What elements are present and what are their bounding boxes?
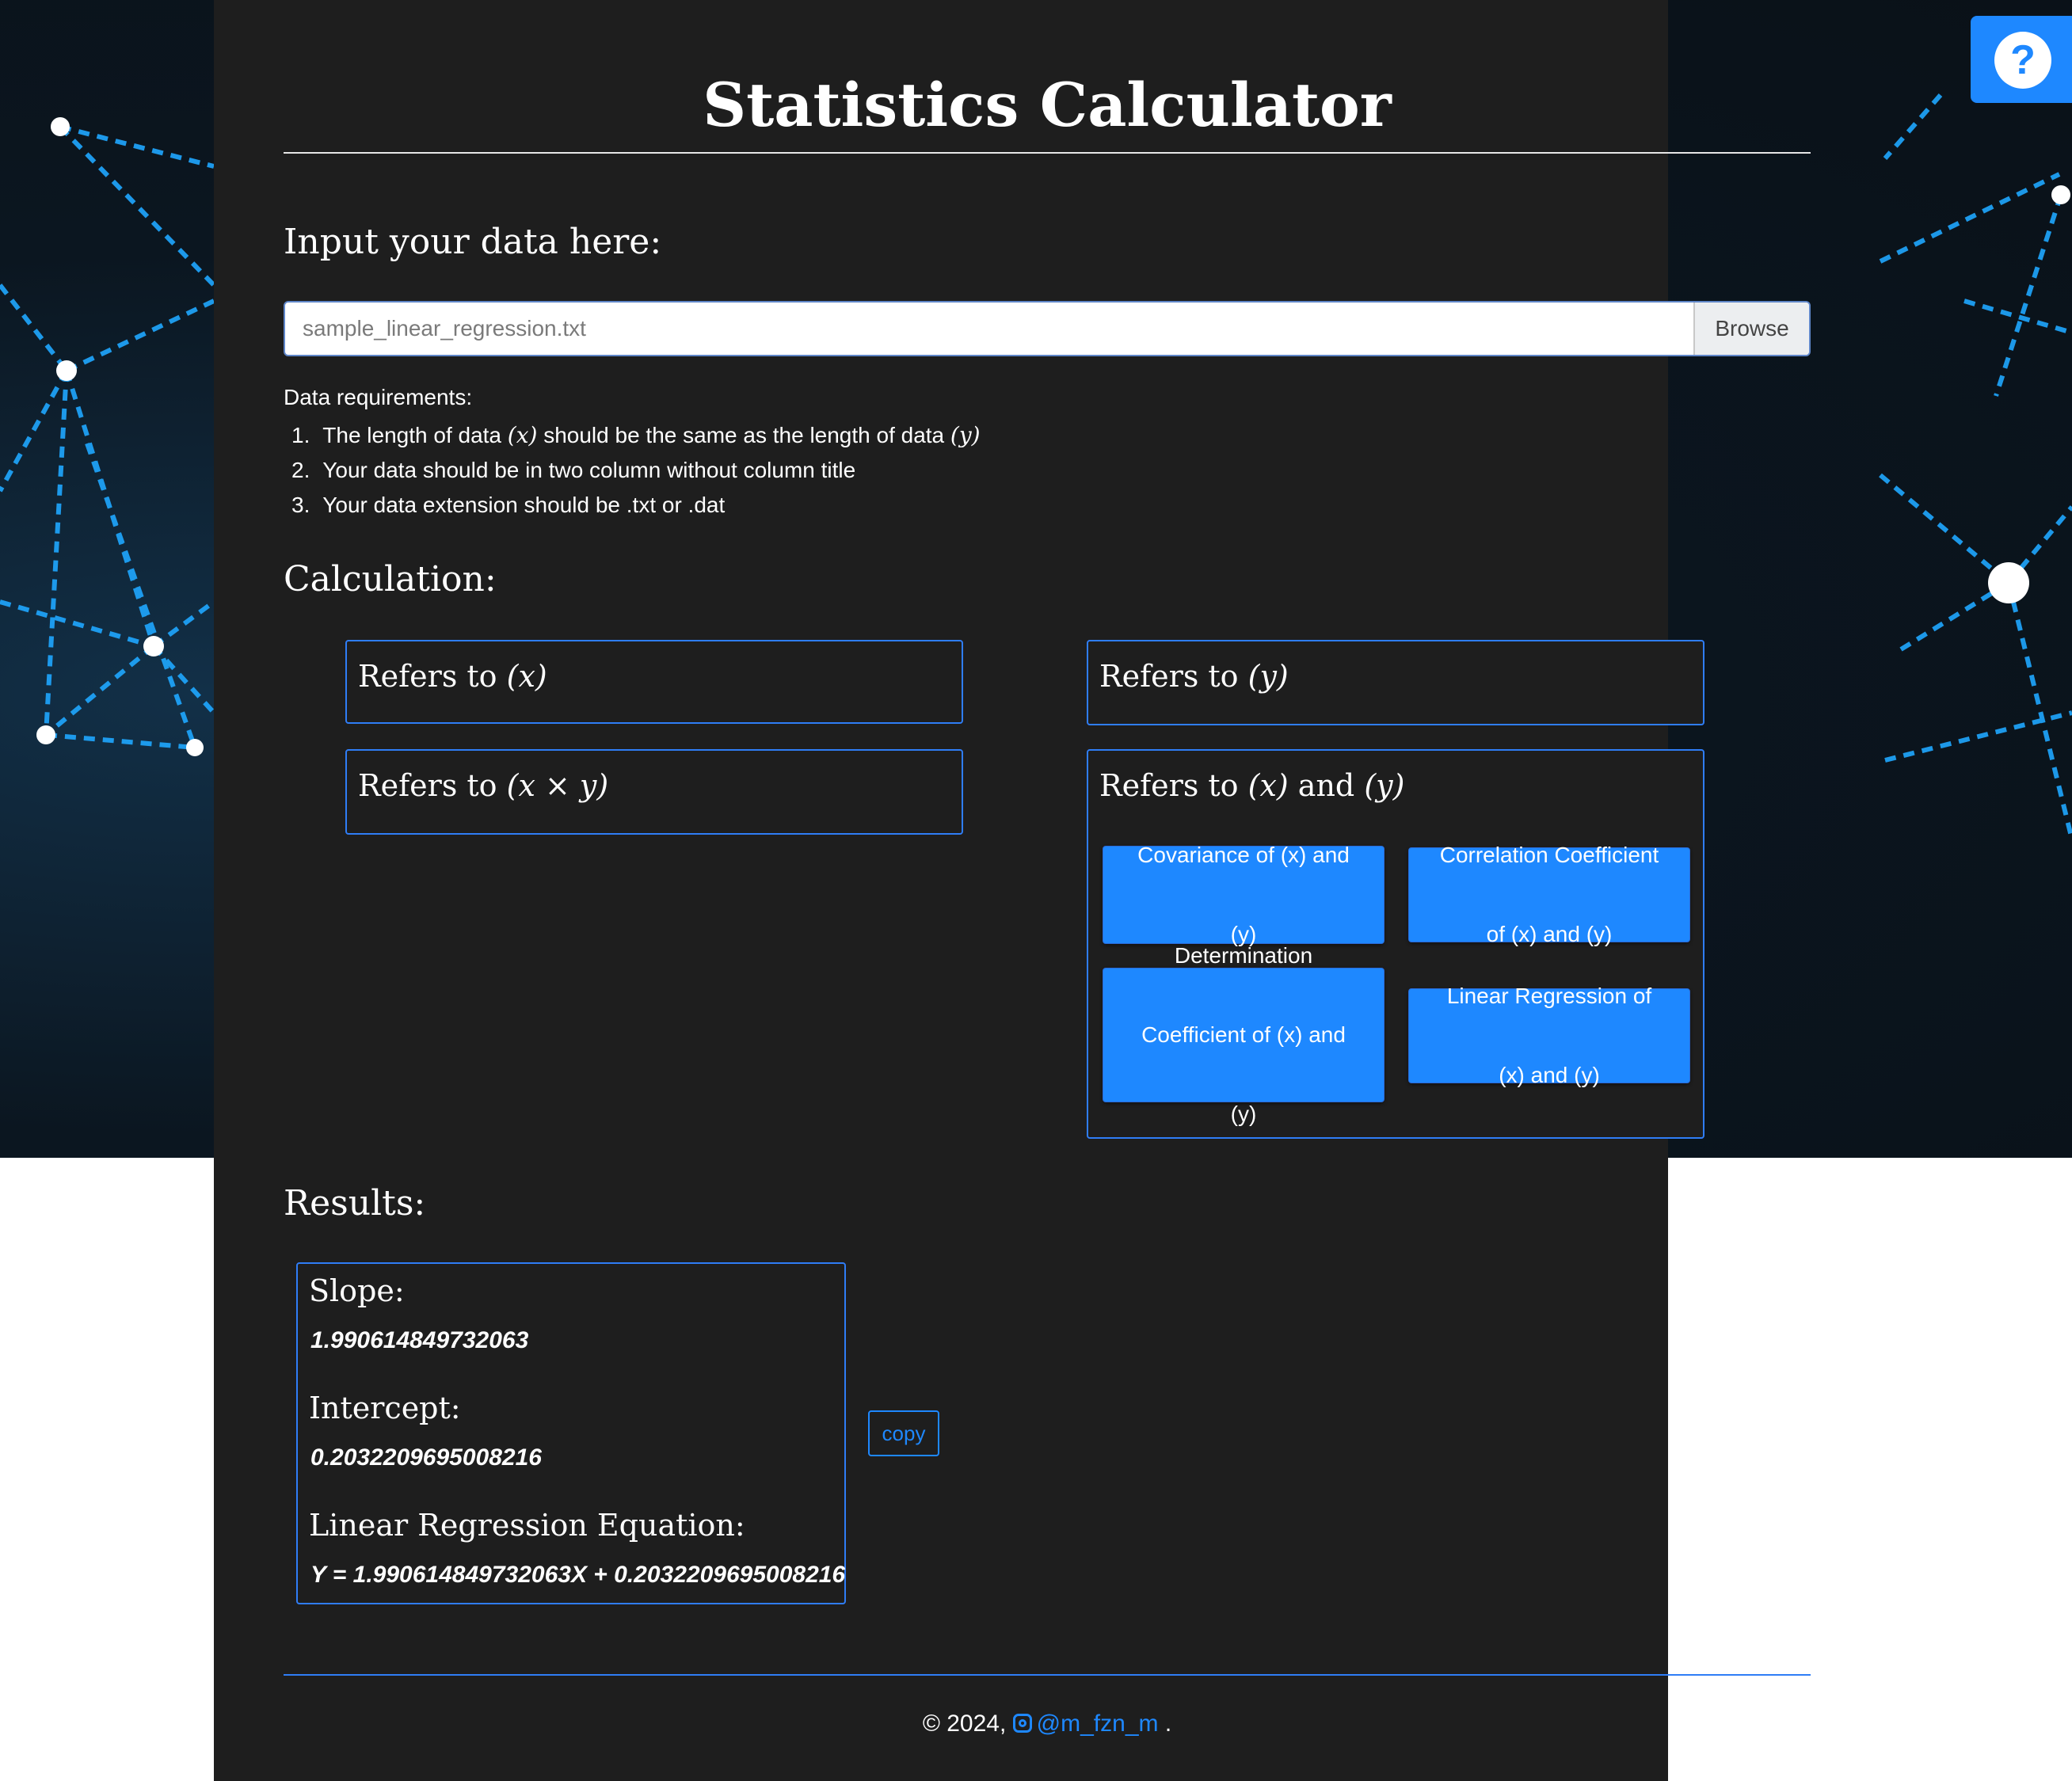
input-heading: Input your data here: [284,222,662,262]
intercept-value: 0.2032209695008216 [310,1444,542,1471]
linear-regression-button[interactable]: Linear Regression of (x) and (y) [1408,988,1690,1083]
requirements-label: Data requirements: [284,385,473,409]
slope-value: 1.990614849732063 [310,1327,529,1353]
card-refers-x[interactable] [345,640,963,724]
footer-divider [284,1674,1811,1676]
question-icon: ? [1994,32,2051,89]
calculation-heading: Calculation: [284,559,497,599]
file-name-display[interactable]: sample_linear_regression.txt [303,316,586,341]
card-title-x: Refers to (x) [358,659,547,694]
file-input[interactable] [284,301,1811,356]
copyright-text: © 2024, [922,1711,1007,1737]
footer: © 2024, @m_fzn_m . [922,1711,1172,1737]
card-refers-y[interactable] [1087,640,1704,725]
help-button[interactable] [1971,16,2072,103]
requirement-item: 2. Your data should be in two column without column title [291,458,856,482]
slope-label: Slope: [309,1273,405,1308]
equation-label: Linear Regression Equation: [309,1508,745,1543]
results-box [296,1262,846,1604]
card-title-y: Refers to (y) [1099,659,1289,694]
title-divider [284,152,1811,154]
instagram-icon [1013,1714,1032,1733]
browse-button[interactable]: Browse [1693,303,1809,355]
covariance-button[interactable]: Covariance of (x) and (y) [1103,846,1385,944]
main-panel [214,0,1789,1781]
results-heading: Results: [284,1183,426,1223]
requirements-list [284,418,981,523]
instagram-link[interactable]: @m_fzn_m [1013,1711,1159,1737]
card-refers-x-times-y[interactable] [345,749,963,835]
requirement-item: 3. Your data extension should be .txt or .dat [291,493,726,517]
card-refers-x-and-y [1087,749,1704,1139]
card-title-xy: Refers to (x × y) [358,768,609,803]
page-title: Statistics Calculator [703,70,1392,140]
requirement-item: 1. The length of data (x) should be the same as the length of data (y) [291,422,981,448]
equation-value: Y = 1.990614849732063X + 0.2032209695008216 [310,1562,846,1588]
correlation-button[interactable]: Correlation Coefficient of (x) and (y) [1408,847,1690,942]
copy-button[interactable]: copy [868,1410,939,1456]
card-title-x-and-y: Refers to (x) and (y) [1099,768,1405,803]
determination-button[interactable]: Determination Coefficient of (x) and (y) [1103,968,1385,1102]
intercept-label: Intercept: [309,1391,461,1425]
